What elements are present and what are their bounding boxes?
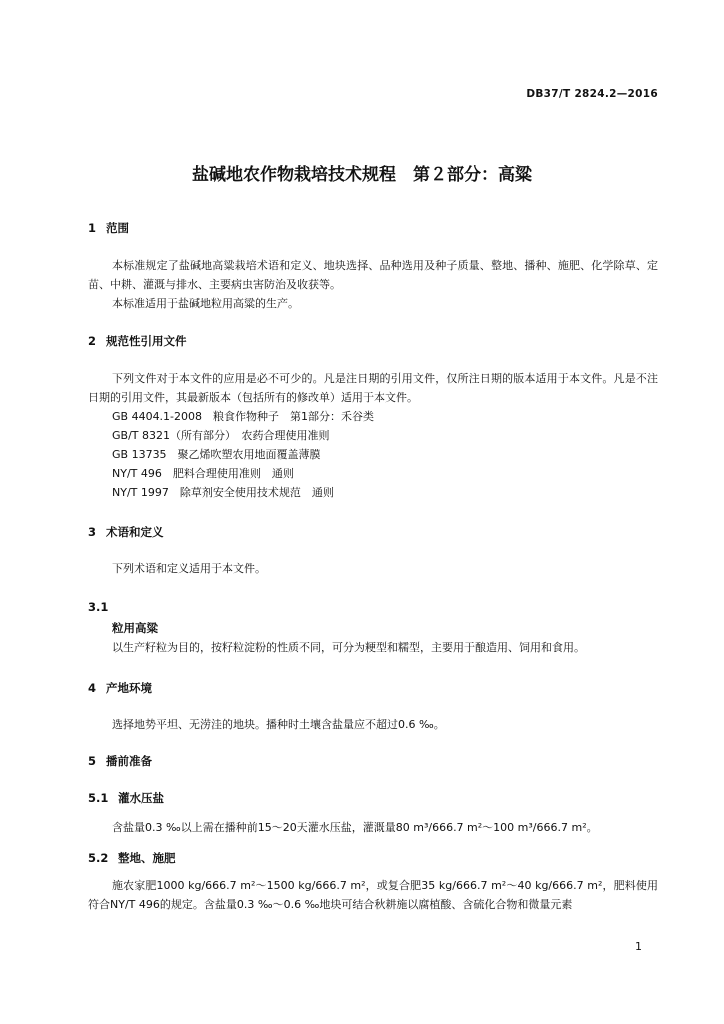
section-3-intro: 下列术语和定义适用于本文件。 (112, 562, 266, 575)
reference-item: NY/T 496 肥料合理使用准则 通则 (112, 467, 294, 480)
subsection-5-2-heading (88, 850, 176, 866)
subsection-title: 整地、施肥 (118, 851, 176, 865)
section-number: 1 (88, 221, 97, 235)
page-number: 1 (635, 940, 642, 953)
section-title: 产地环境 (106, 681, 152, 695)
reference-item: GB 13735 聚乙烯吹塑农用地面覆盖薄膜 (112, 448, 321, 461)
section-number: 3 (88, 525, 97, 539)
subsection-5-2-text: 施农家肥1000 kg/666.7 m²～1500 kg/666.7 m²，或复合肥35 kg/666.7 m²～40 kg/666.7 m²，肥料使用符合NY/T 496的规定。含盐量0.3 ‰～0.6 ‰地块可结合秋耕施以腐植酸、含硫化合物和微量元素 (88, 879, 658, 911)
section-1-heading (88, 220, 129, 236)
term-number: 3.1 (88, 600, 109, 614)
term-name: 粒用高粱 (112, 621, 158, 635)
section-4-heading (88, 680, 152, 696)
section-4-text: 选择地势平坦、无涝洼的地块。播种时土壤含盐量应不超过0.6 ‰。 (112, 718, 445, 731)
standard-code: DB37/T 2824.2—2016 (526, 88, 658, 100)
subsection-title: 灌水压盐 (118, 791, 164, 805)
subsection-5-1-heading (88, 790, 164, 806)
reference-list (112, 407, 662, 502)
reference-item: GB/T 8321（所有部分） 农药合理使用准则 (112, 429, 330, 442)
section-title: 播前准备 (106, 754, 152, 768)
section-title: 术语和定义 (106, 525, 164, 539)
section-title: 规范性引用文件 (106, 334, 187, 348)
subsection-number: 5.1 (88, 791, 109, 805)
section-1-paragraph-1: 本标准规定了盐碱地高粱栽培术语和定义、地块选择、品种选用及种子质量、整地、播种、施肥、化学除草、定苗、中耕、灌溉与排水、主要病虫害防治及收获等。 (88, 259, 658, 291)
subsection-number: 5.2 (88, 851, 109, 865)
section-number: 4 (88, 681, 97, 695)
section-title: 范围 (106, 221, 129, 235)
section-2-heading (88, 333, 187, 349)
subsection-5-1-text: 含盐量0.3 ‰以上需在播种前15～20天灌水压盐，灌溉量80 m³/666.7 m²～100 m³/666.7 m²。 (112, 821, 598, 834)
section-1-paragraph-2: 本标准适用于盐碱地粒用高粱的生产。 (112, 297, 299, 310)
term-definition: 以生产籽粒为目的，按籽粒淀粉的性质不同，可分为粳型和糯型，主要用于酿造用、饲用和食用。 (112, 641, 585, 654)
reference-item: GB 4404.1-2008 粮食作物种子 第1部分：禾谷类 (112, 410, 375, 423)
document-title: 盐碱地农作物栽培技术规程 第２部分：高粱 (192, 165, 532, 185)
section-number: 2 (88, 334, 97, 348)
section-number: 5 (88, 754, 97, 768)
section-2-intro: 下列文件对于本文件的应用是必不可少的。凡是注日期的引用文件，仅所注日期的版本适用于本文件。凡是不注日期的引用文件，其最新版本（包括所有的修改单）适用于本文件。 (88, 372, 658, 404)
section-5-heading (88, 753, 152, 769)
reference-item: NY/T 1997 除草剂安全使用技术规范 通则 (112, 486, 334, 499)
section-3-heading (88, 524, 164, 540)
